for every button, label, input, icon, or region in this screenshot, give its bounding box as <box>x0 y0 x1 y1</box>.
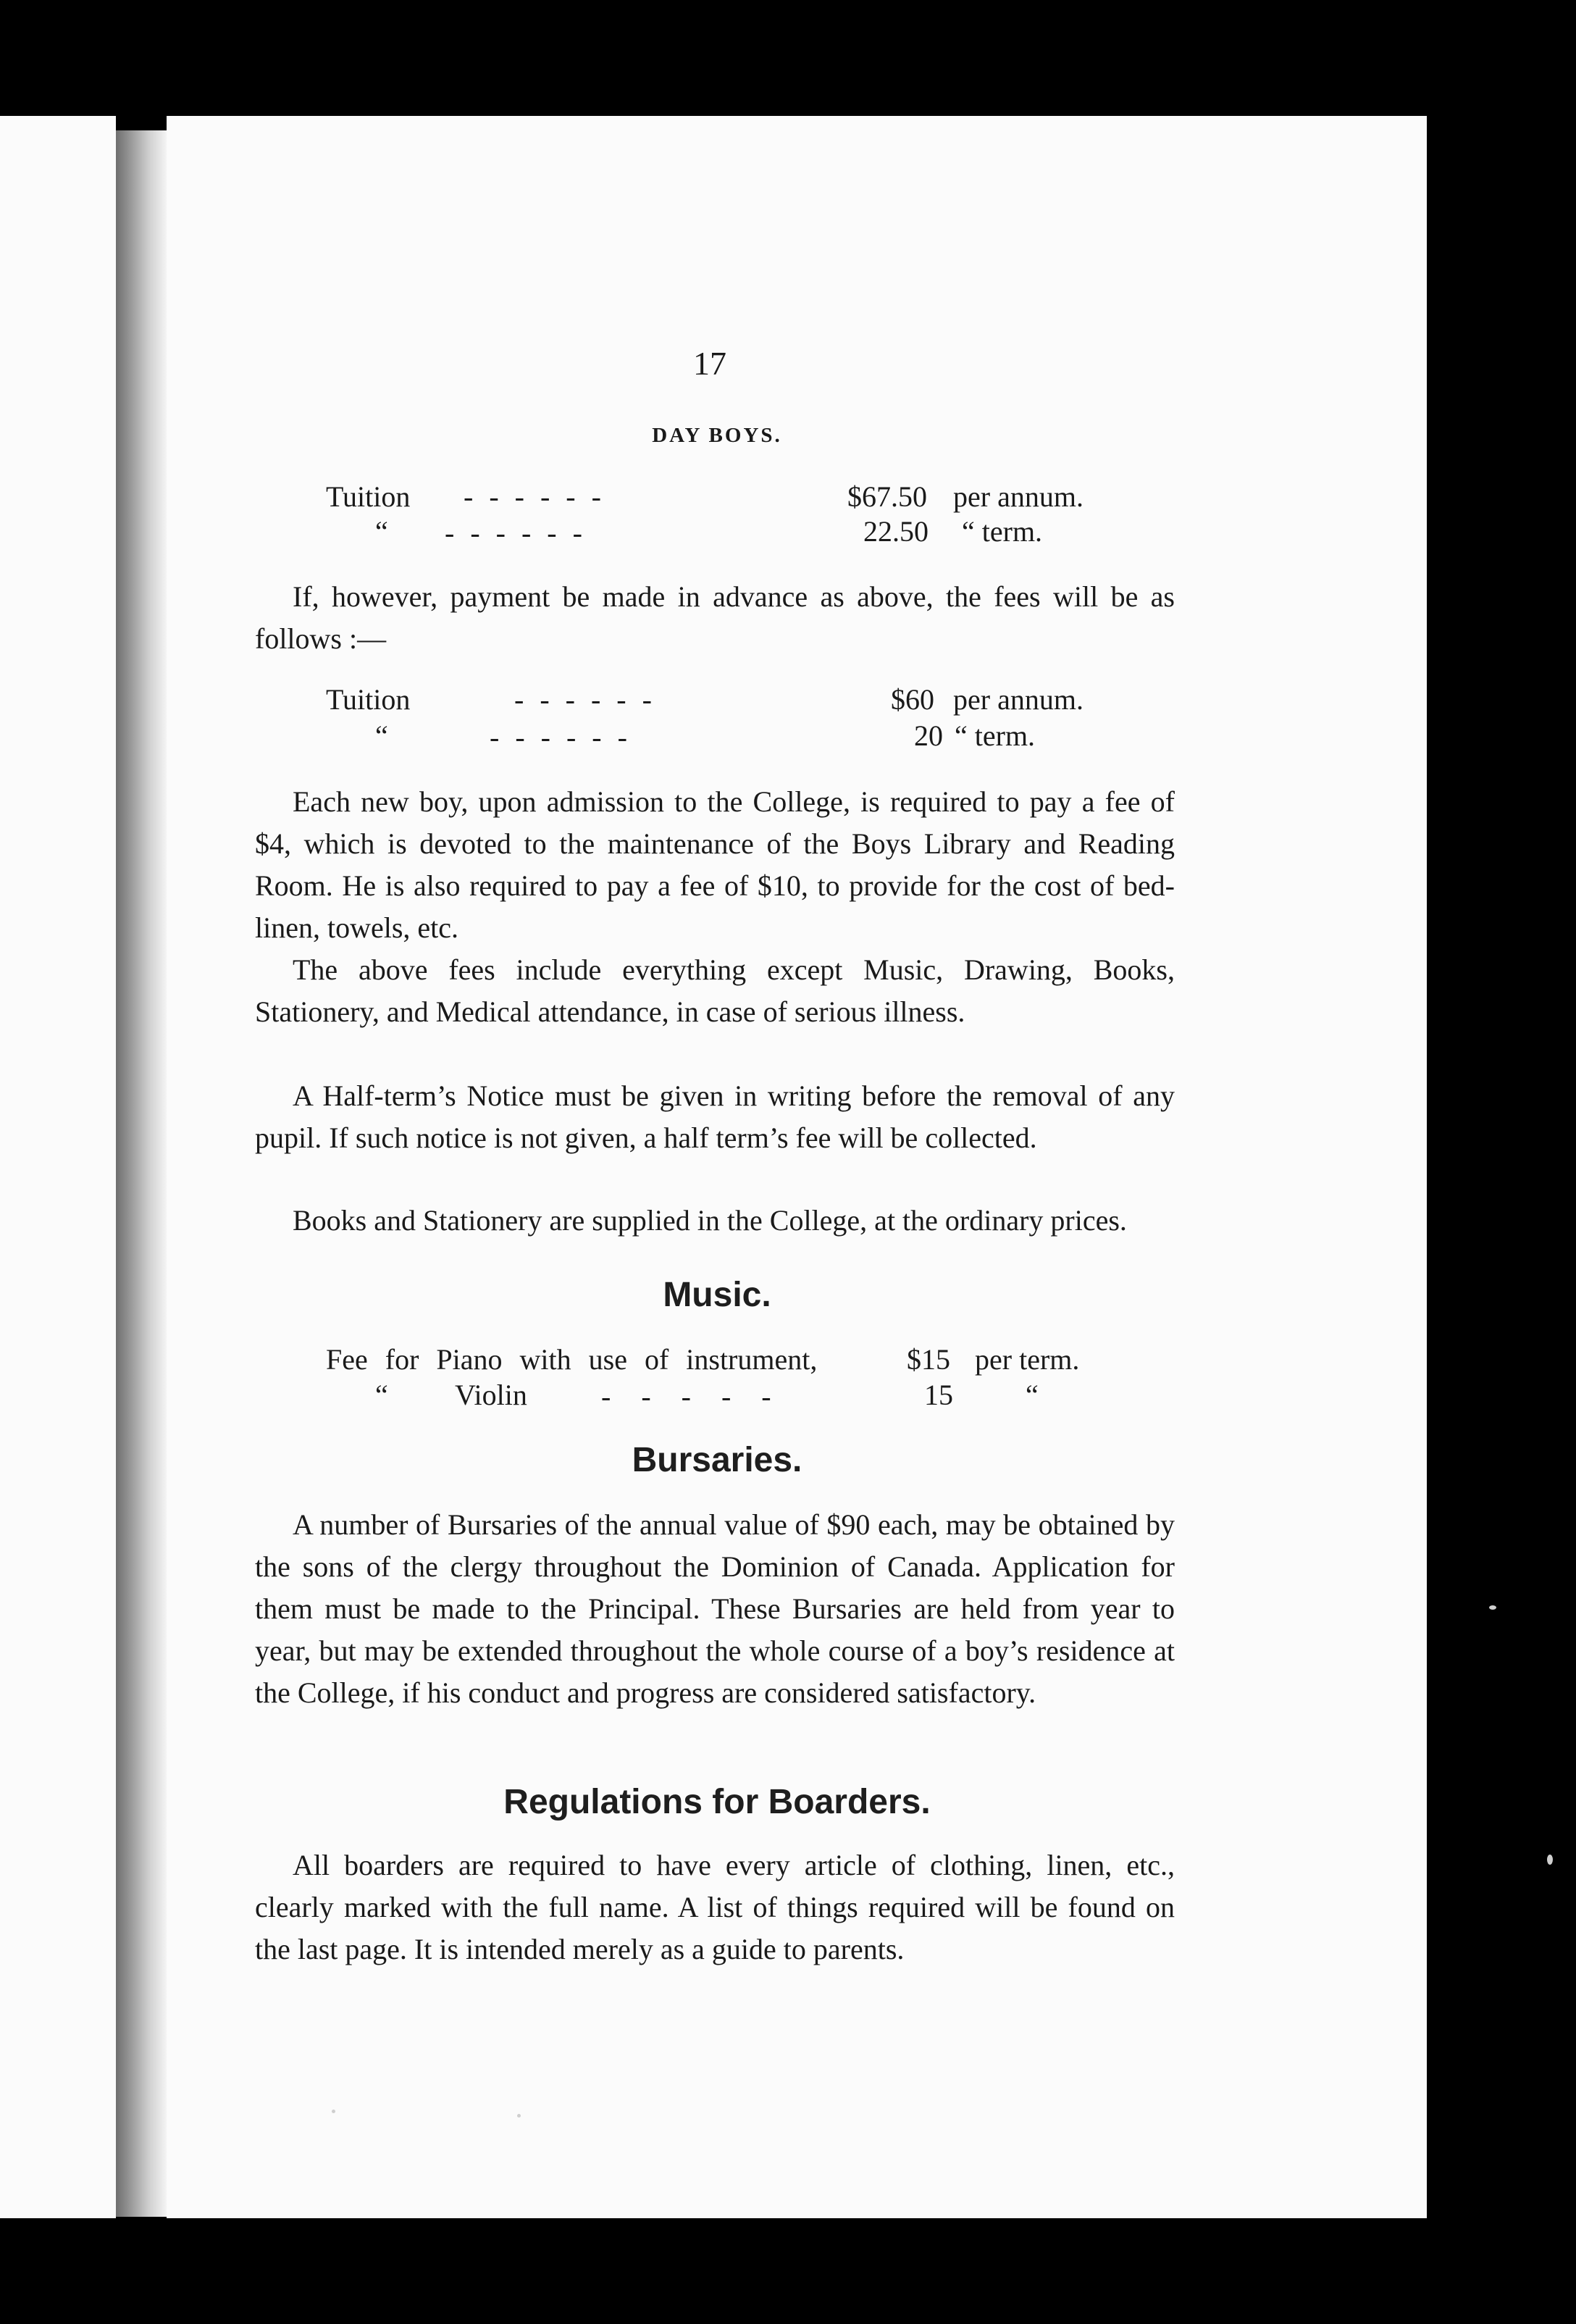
violin-label: Violin <box>455 1379 527 1411</box>
leader-dots: - - - - - - <box>445 517 587 549</box>
tuition-term-amount: 22.50 <box>863 515 929 548</box>
leader-dots: - - - - - - <box>464 480 605 513</box>
ditto-mark: “ <box>375 1379 388 1411</box>
tuition-label: Tuition <box>326 480 411 513</box>
bursaries-paragraph: A number of Bursaries of the annual value of $90 each, may be obtained by the sons of the clergy throughout the Dominion of Canada. Application for them must be made to the Principal. These Bursaries are held from year to year, but may be extended throughout the whole course of a boy’s residence at the College, if his conduct and progress are considered satisfactory. <box>255 1508 1175 1709</box>
page-number: 17 <box>693 345 726 382</box>
books-stationery-paragraph: Books and Stationery are supplied in the College, at the ordinary prices. <box>293 1204 1127 1237</box>
leader-dots: - - - - - <box>601 1380 783 1413</box>
piano-fee-amount: $15 <box>907 1343 950 1376</box>
leader-dots: - - - - - - <box>490 721 632 753</box>
regulations-heading: Regulations for Boarders. <box>503 1783 931 1821</box>
advance-term-amount: 20 <box>914 719 943 752</box>
day-boys-heading: DAY BOYS. <box>652 424 782 447</box>
tuition-term-period: “ term. <box>962 515 1043 548</box>
tuition-annual-period: per annum. <box>953 480 1084 513</box>
fees-include-paragraph: The above fees include everything except Music, Drawing, Books, Stationery, and Medical attendance, in case of serious illness. <box>255 953 1175 1028</box>
bursaries-heading: Bursaries. <box>632 1441 802 1479</box>
advance-annual-amount: $60 <box>891 683 934 716</box>
advance-payment-note: If, however, payment be made in advance as above, the fees will be as follows :— <box>255 580 1175 655</box>
admission-fee-paragraph: Each new boy, upon admission to the College, is required to pay a fee of $4, which is devoted to the maintenance of the Boys Library and Reading Room. He is also required to pay a fee of $10, to provide for the cost of bed-linen, towels, etc. <box>255 785 1175 944</box>
piano-fee-text: Fee for Piano with use of instrument, <box>326 1343 818 1376</box>
half-term-notice-paragraph: A Half-term’s Notice must be given in writing before the removal of any pupil. If such notice is not given, a half term’s fee will be collected. <box>255 1079 1175 1154</box>
ditto-mark: “ <box>375 515 388 548</box>
music-heading: Music. <box>663 1276 771 1314</box>
regulations-paragraph: All boarders are required to have every article of clothing, linen, etc., clearly marked with the full name. A list of things required will be found on the last page. It is intended merely as a guide to parents. <box>255 1849 1175 1965</box>
violin-fee-amount: 15 <box>924 1379 953 1411</box>
scan-speck <box>1547 1855 1553 1865</box>
tuition-label: Tuition <box>326 683 411 716</box>
scan-speck <box>332 2110 335 2113</box>
advance-term-period: “ term. <box>955 719 1036 752</box>
scan-speck <box>517 2114 521 2118</box>
ditto-mark: “ <box>1026 1379 1039 1411</box>
scan-speck <box>1489 1605 1496 1610</box>
advance-annual-period: per annum. <box>953 683 1084 716</box>
leader-dots: - - - - - - <box>514 683 656 716</box>
tuition-annual-amount: $67.50 <box>847 480 927 513</box>
ditto-mark: “ <box>375 719 388 752</box>
piano-fee-period: per term. <box>975 1343 1080 1376</box>
